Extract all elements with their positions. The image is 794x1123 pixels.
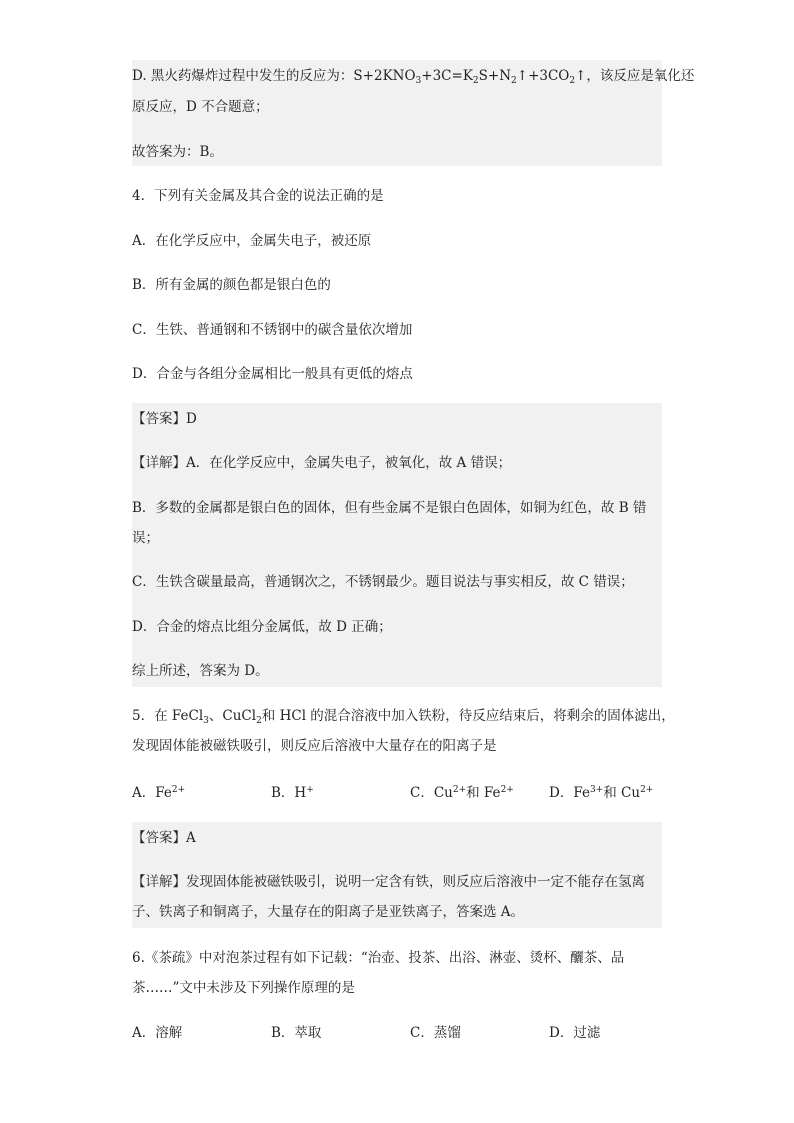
q6-stem-line2: 茶……”文中未涉及下列操作原理的是 [132,980,355,996]
q5-option-a: A．$Fe^{2+}$ [132,785,186,801]
q4-summary: 综上所述，答案为 D。 [132,663,269,679]
q5-detail-line1: 【详解】发现固体能被磁铁吸引，说明一定含有铁，则反应后溶液中一定不能存在氢离 [132,874,645,890]
q5-detail-line2: 子、铁离子和铜离子，大量存在的阳离子是亚铁离子，答案选 A。 [132,904,525,920]
q4-detail-b-cont: 误； [132,530,159,546]
q3-answer: 故答案为：B。 [132,144,223,160]
q4-option-d: D．合金与各组分金属相比一般具有更低的熔点 [132,366,413,382]
q5-option-c: C．$Cu^{2+}$和 $Fe^{2+}$ [410,785,514,801]
q4-detail-d: D．合金的熔点比组分金属低，故 D 正确； [132,619,392,635]
q3-option-d-analysis-line2: 原反应，D 不合题意； [132,99,269,115]
q4-detail-c: C．生铁含碳量最高，普通钢次之，不锈钢最少。题目说法与事实相反，故 C 错误； [132,574,634,590]
q6-option-d: D．过滤 [549,1025,601,1041]
q6-option-b: B．萃取 [271,1025,322,1041]
q6-option-a: A．溶解 [132,1025,183,1041]
q4-stem: 4．下列有关金属及其合金的说法正确的是 [132,188,384,204]
q4-answer: 【答案】D [132,411,197,427]
q4-option-b: B．所有金属的颜色都是银白色的 [132,277,331,293]
q5-option-b: B．H+ [271,785,314,801]
q4-option-c: C．生铁、普通钢和不锈钢中的碳含量依次增加 [132,322,413,338]
q4-detail-a: 【详解】A．在化学反应中，金属失电子，被氧化，故 A 错误； [132,455,512,471]
q4-detail-b: B．多数的金属都是银白色的固体，但有些金属不是银白色固体，如铜为红色，故 B 错 [132,500,647,516]
q5-option-d: D．$Fe^{3+}$和 $Cu^{2+}$ [549,785,654,801]
q6-stem: 6.《茶疏》中对泡茶过程有如下记载：“治壶、投茶、出浴、淋壶、烫杯、釃茶、品 [132,950,625,966]
q3-option-d-analysis: D. 黑火药爆炸过程中发生的反应为：$S+2KNO_3+3C=K_2S+N_2↑+3CO_2↑$，该反应是氧化还 [132,68,695,86]
q5-stem-line2: 发现固体能被磁铁吸引，则反应后溶液中大量存在的阳离子是 [132,738,497,754]
q5-stem: 5．在 FeCl$_3$、CuCl$_2$和 HCl 的混合溶液中加入铁粉，待反应结束后，将剩余的固体滤出， [132,708,675,726]
q4-option-a: A．在化学反应中，金属失电子，被还原 [132,233,372,249]
q5-answer: 【答案】A [132,830,196,846]
q6-option-c: C．蒸馏 [410,1025,461,1041]
